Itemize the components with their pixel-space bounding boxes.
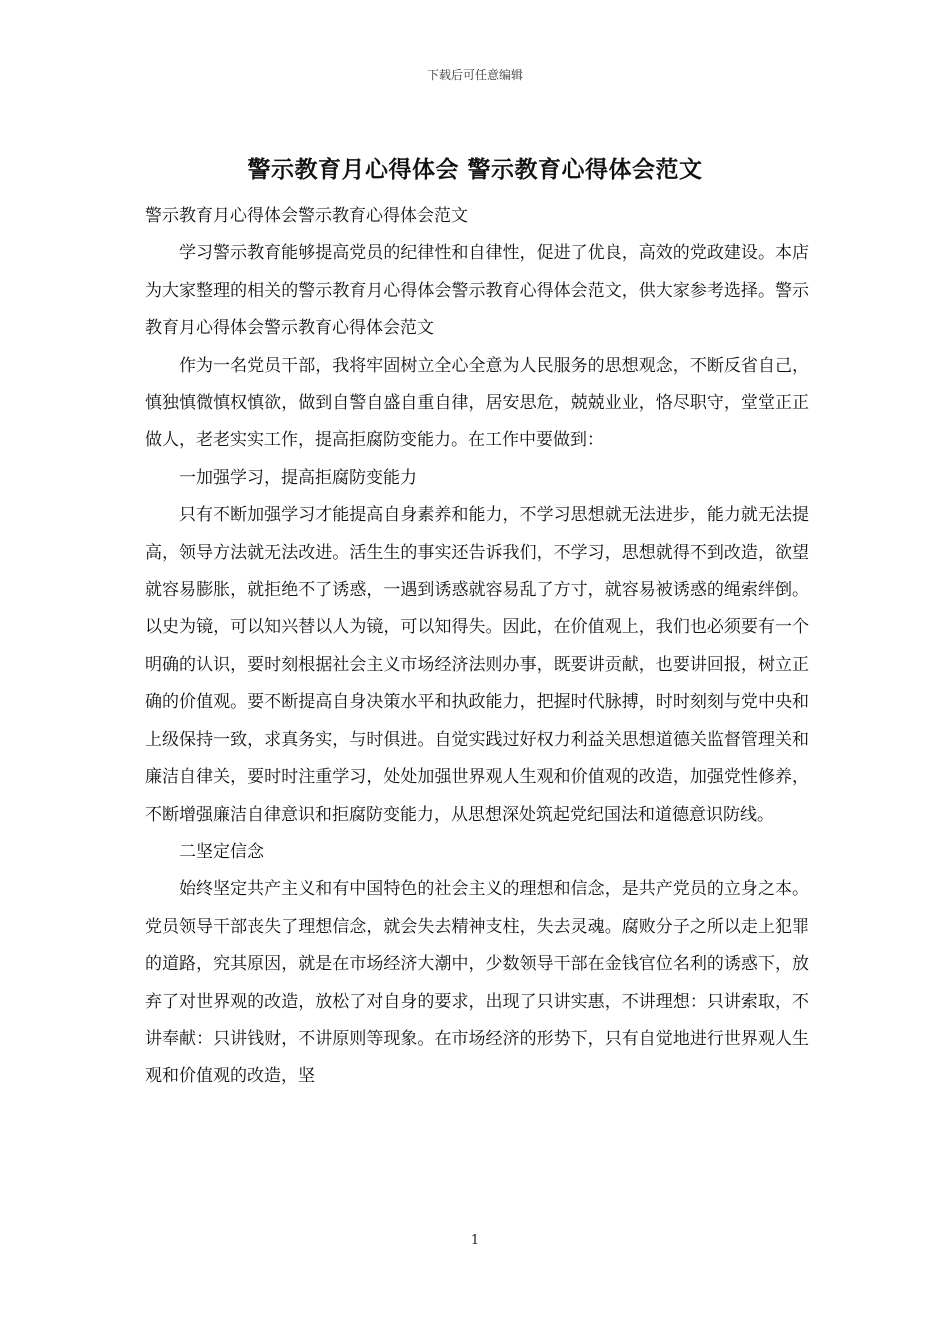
document-body (145, 198, 809, 1096)
paragraph-study: 只有不断加强学习才能提高自身素养和能力，不学习思想就无法进步，能力就无法提高，领导方法就无法改进。活生生的事实还告诉我们，不学习，思想就得不到改造，欲望就容易膨胀，就拒绝不了诱惑，一遇到诱惑就容易乱了方寸，就容易被诱惑的绳索绊倒。以史为镜，可以知兴替以人为镜，可以知得失。因此，在价值观上，我们也必须要有一个明确的认识，要时刻根据社会主义市场经济法则办事，既要讲贡献，也要讲回报，树立正确的价值观。要不断提高自身决策水平和执政能力，把握时代脉搏，时时刻刻与党中央和上级保持一致，求真务实，与时俱进。自觉实践过好权力利益关思想道德关监督管理关和廉洁自律关，要时时注重学习，处处加强世界观人生观和价值观的改造，加强党性修养，不断增强廉洁自律意识和拒腐防变能力，从思想深处筑起党纪国法和道德意识防线。 (145, 505, 809, 825)
paragraph-commitment: 作为一名党员干部，我将牢固树立全心全意为人民服务的思想观念，不断反省自己，慎独慎微慎权慎欲，做到自警自盛自重自律，居安思危，兢兢业业，恪尽职守，堂堂正正做人，老老实实工作，提高拒腐防变能力。在工作中要做到： (145, 355, 809, 451)
document-title: 警示教育月心得体会 警示教育心得体会范文 (247, 156, 703, 183)
page-header-note: 下载后可任意编辑 (426, 68, 523, 82)
page-number: 1 (470, 1233, 480, 1248)
paragraph-belief: 始终坚定共产主义和有中国特色的社会主义的理想和信念，是共产党员的立身之本。党员领导干部丧失了理想信念，就会失去精神支柱，失去灵魂。腐败分子之所以走上犯罪的道路，究其原因，就是在市场经济大潮中，少数领导干部在金钱官位名利的诱惑下，放弃了对世界观的改造，放松了对自身的要求，出现了只讲实惠，不讲理想：只讲索取，不讲奉献：只讲钱财，不讲原则等现象。在市场经济的形势下，只有自觉地进行世界观人生观和价值观的改造，坚 (145, 879, 809, 1087)
paragraph-intro: 学习警示教育能够提高党员的纪律性和自律性，促进了优良，高效的党政建设。本店为大家整理的相关的警示教育月心得体会警示教育心得体会范文，供大家参考选择。警示教育月心得体会警示教育心得体会范文 (145, 243, 809, 339)
paragraph-subtitle: 警示教育月心得体会警示教育心得体会范文 (145, 206, 468, 226)
section-heading-2: 二坚定信念 (179, 841, 264, 862)
section-heading-1: 一加强学习，提高拒腐防变能力 (179, 467, 417, 488)
